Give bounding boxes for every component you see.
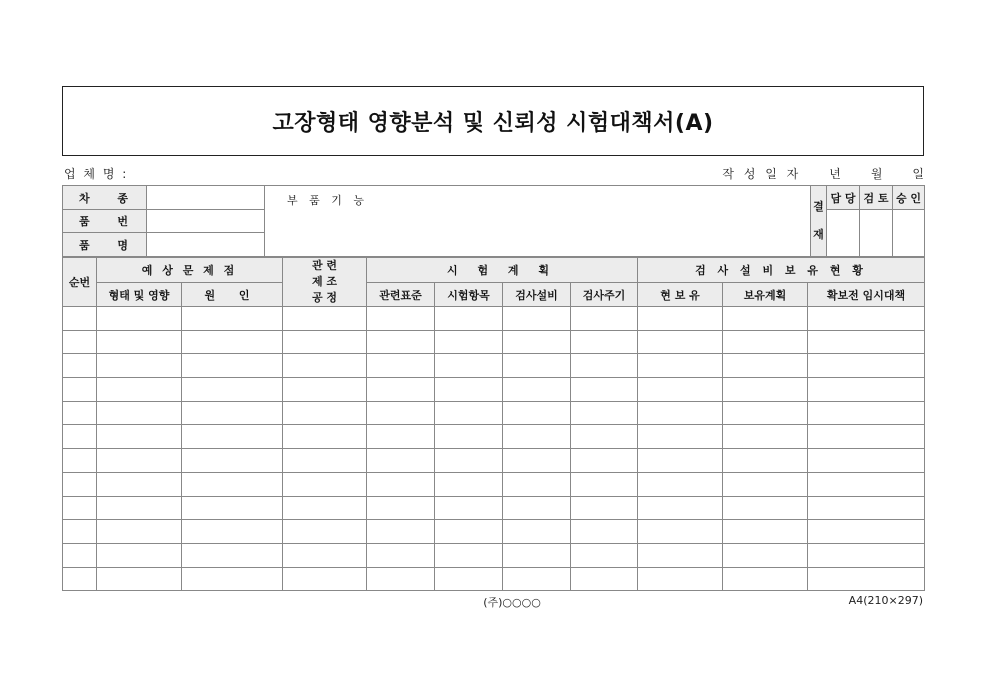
table-cell[interactable] bbox=[63, 425, 97, 449]
table-cell[interactable] bbox=[182, 354, 283, 378]
table-cell[interactable] bbox=[367, 449, 435, 473]
process-header-1: 관 련 bbox=[311, 259, 338, 272]
table-cell[interactable] bbox=[435, 520, 503, 544]
table-cell[interactable] bbox=[808, 307, 925, 331]
table-cell[interactable] bbox=[182, 496, 283, 520]
table-cell[interactable] bbox=[571, 425, 638, 449]
table-cell[interactable] bbox=[97, 472, 182, 496]
approval-label-1: 결 bbox=[813, 200, 824, 213]
table-cell[interactable] bbox=[638, 307, 723, 331]
table-cell[interactable] bbox=[97, 401, 182, 425]
table-cell[interactable] bbox=[367, 543, 435, 567]
table-cell[interactable] bbox=[367, 307, 435, 331]
title-box bbox=[62, 86, 924, 156]
footer-company: (주)○○○○ bbox=[483, 596, 541, 609]
table-cell[interactable] bbox=[808, 378, 925, 402]
table-cell[interactable] bbox=[182, 307, 283, 331]
table-cell[interactable] bbox=[638, 472, 723, 496]
table-cell[interactable] bbox=[283, 496, 367, 520]
table-cell[interactable] bbox=[638, 449, 723, 473]
table-cell[interactable] bbox=[571, 543, 638, 567]
table-cell[interactable] bbox=[723, 543, 808, 567]
table-cell[interactable] bbox=[367, 520, 435, 544]
table-cell[interactable] bbox=[182, 425, 283, 449]
sub-header-effect: 형태 및 영향 bbox=[97, 283, 182, 307]
seq-header: 순번 bbox=[63, 258, 97, 307]
table-cell[interactable] bbox=[367, 496, 435, 520]
sub-header-interim: 확보전 임시대책 bbox=[808, 283, 925, 307]
process-header-2: 제 조 bbox=[311, 275, 338, 288]
table-cell[interactable] bbox=[63, 567, 97, 591]
table-cell[interactable] bbox=[503, 307, 571, 331]
table-cell[interactable] bbox=[571, 307, 638, 331]
table-cell[interactable] bbox=[63, 496, 97, 520]
table-cell[interactable] bbox=[283, 472, 367, 496]
table-cell[interactable] bbox=[182, 401, 283, 425]
table-cell[interactable] bbox=[283, 520, 367, 544]
table-cell[interactable] bbox=[367, 354, 435, 378]
table-cell[interactable] bbox=[367, 567, 435, 591]
table-cell[interactable] bbox=[638, 354, 723, 378]
table-cell[interactable] bbox=[435, 472, 503, 496]
part-info-table bbox=[62, 185, 925, 257]
table-cell[interactable] bbox=[63, 472, 97, 496]
sign-approve[interactable] bbox=[893, 210, 925, 257]
table-cell[interactable] bbox=[808, 496, 925, 520]
table-cell[interactable] bbox=[182, 449, 283, 473]
table-cell[interactable] bbox=[571, 449, 638, 473]
approval-label bbox=[811, 186, 827, 257]
day-label: 일 bbox=[912, 167, 924, 181]
table-row bbox=[63, 401, 925, 425]
table-cell[interactable] bbox=[367, 330, 435, 354]
table-row bbox=[63, 307, 925, 331]
fmea-table bbox=[62, 257, 925, 591]
table-cell[interactable] bbox=[808, 449, 925, 473]
table-cell[interactable] bbox=[182, 543, 283, 567]
table-cell[interactable] bbox=[571, 354, 638, 378]
table-cell[interactable] bbox=[808, 472, 925, 496]
table-cell[interactable] bbox=[435, 449, 503, 473]
sign-staff[interactable] bbox=[827, 210, 860, 257]
table-cell[interactable] bbox=[283, 425, 367, 449]
table-cell[interactable] bbox=[638, 330, 723, 354]
table-cell[interactable] bbox=[97, 307, 182, 331]
table-cell[interactable] bbox=[435, 354, 503, 378]
table-cell[interactable] bbox=[97, 449, 182, 473]
table-cell[interactable] bbox=[723, 449, 808, 473]
table-cell[interactable] bbox=[97, 354, 182, 378]
table-row bbox=[63, 425, 925, 449]
table-cell[interactable] bbox=[435, 567, 503, 591]
table-cell[interactable] bbox=[571, 378, 638, 402]
table-cell[interactable] bbox=[571, 472, 638, 496]
table-cell[interactable] bbox=[808, 401, 925, 425]
sub-header-equipment: 검사설비 bbox=[503, 283, 571, 307]
company-label: 업 체 명 : bbox=[64, 167, 129, 181]
table-cell[interactable] bbox=[808, 330, 925, 354]
table-cell[interactable] bbox=[283, 307, 367, 331]
table-row bbox=[63, 543, 925, 567]
table-cell[interactable] bbox=[97, 520, 182, 544]
table-cell[interactable] bbox=[723, 520, 808, 544]
table-cell[interactable] bbox=[638, 543, 723, 567]
test-plan-header: 시 험 계 획 bbox=[367, 258, 638, 283]
table-cell[interactable] bbox=[435, 330, 503, 354]
sub-header-test-item: 시험항목 bbox=[435, 283, 503, 307]
table-row bbox=[63, 330, 925, 354]
process-header-3: 공 정 bbox=[311, 291, 338, 304]
table-cell[interactable] bbox=[723, 472, 808, 496]
table-cell[interactable] bbox=[723, 425, 808, 449]
table-cell[interactable] bbox=[283, 378, 367, 402]
table-cell[interactable] bbox=[435, 543, 503, 567]
table-cell[interactable] bbox=[638, 520, 723, 544]
equip-status-header: 검 사 설 비 보 유 현 황 bbox=[638, 258, 925, 283]
table-cell[interactable] bbox=[503, 354, 571, 378]
table-cell[interactable] bbox=[723, 496, 808, 520]
date-line bbox=[722, 165, 924, 182]
table-cell[interactable] bbox=[503, 330, 571, 354]
table-cell[interactable] bbox=[723, 307, 808, 331]
table-cell[interactable] bbox=[808, 520, 925, 544]
table-cell[interactable] bbox=[571, 567, 638, 591]
sub-header-current: 현 보 유 bbox=[638, 283, 723, 307]
table-cell[interactable] bbox=[503, 401, 571, 425]
table-cell[interactable] bbox=[435, 401, 503, 425]
table-cell[interactable] bbox=[723, 401, 808, 425]
process-header bbox=[283, 258, 367, 307]
table-cell[interactable] bbox=[638, 567, 723, 591]
table-cell[interactable] bbox=[571, 496, 638, 520]
table-cell[interactable] bbox=[367, 378, 435, 402]
table-cell[interactable] bbox=[63, 354, 97, 378]
sub-header-standard: 관련표준 bbox=[367, 283, 435, 307]
table-cell[interactable] bbox=[182, 330, 283, 354]
table-cell[interactable] bbox=[503, 496, 571, 520]
date-label: 작 성 일 자 bbox=[722, 167, 802, 181]
table-row bbox=[63, 472, 925, 496]
part-function-cell[interactable]: 부 품 기 능 bbox=[265, 186, 811, 257]
table-cell[interactable] bbox=[808, 567, 925, 591]
table-cell[interactable] bbox=[283, 354, 367, 378]
table-cell[interactable] bbox=[435, 496, 503, 520]
table-cell[interactable] bbox=[367, 401, 435, 425]
table-cell[interactable] bbox=[97, 425, 182, 449]
table-cell[interactable] bbox=[63, 401, 97, 425]
document-title: 고장형태 영향분석 및 신뢰성 시험대책서(A) bbox=[272, 110, 714, 136]
approval-label-2: 재 bbox=[813, 228, 824, 241]
table-cell[interactable] bbox=[723, 330, 808, 354]
table-cell[interactable] bbox=[63, 543, 97, 567]
car-type-label: 차 종 bbox=[63, 186, 147, 210]
table-cell[interactable] bbox=[182, 472, 283, 496]
table-cell[interactable] bbox=[367, 425, 435, 449]
table-cell[interactable] bbox=[638, 378, 723, 402]
approval-col-approve: 승 인 bbox=[893, 186, 925, 210]
table-cell[interactable] bbox=[435, 307, 503, 331]
table-row bbox=[63, 520, 925, 544]
year-label: 년 bbox=[829, 167, 841, 181]
table-cell[interactable] bbox=[63, 378, 97, 402]
approval-col-review: 검 토 bbox=[860, 186, 893, 210]
sub-header-cycle: 검사주기 bbox=[571, 283, 638, 307]
sub-header-plan: 보유계획 bbox=[723, 283, 808, 307]
table-cell[interactable] bbox=[283, 543, 367, 567]
table-cell[interactable] bbox=[571, 330, 638, 354]
table-cell[interactable] bbox=[808, 425, 925, 449]
table-cell[interactable] bbox=[808, 543, 925, 567]
part-no-label: 품 번 bbox=[63, 210, 147, 233]
table-cell[interactable] bbox=[503, 378, 571, 402]
table-cell[interactable] bbox=[503, 543, 571, 567]
table-cell[interactable] bbox=[63, 307, 97, 331]
table-cell[interactable] bbox=[283, 401, 367, 425]
table-cell[interactable] bbox=[435, 425, 503, 449]
table-row bbox=[63, 449, 925, 473]
table-cell[interactable] bbox=[97, 378, 182, 402]
car-type-cell[interactable] bbox=[147, 186, 265, 210]
table-cell[interactable] bbox=[503, 425, 571, 449]
expected-problem-header: 예 상 문 제 점 bbox=[97, 258, 283, 283]
table-cell[interactable] bbox=[97, 496, 182, 520]
table-cell[interactable] bbox=[283, 449, 367, 473]
table-cell[interactable] bbox=[367, 472, 435, 496]
table-cell[interactable] bbox=[503, 449, 571, 473]
part-no-cell[interactable] bbox=[147, 210, 265, 233]
table-row bbox=[63, 567, 925, 591]
month-label: 월 bbox=[870, 167, 883, 181]
table-cell[interactable] bbox=[571, 401, 638, 425]
table-row bbox=[63, 378, 925, 402]
table-cell[interactable] bbox=[283, 330, 367, 354]
table-cell[interactable] bbox=[808, 354, 925, 378]
table-cell[interactable] bbox=[63, 520, 97, 544]
table-cell[interactable] bbox=[182, 378, 283, 402]
part-name-label: 품 명 bbox=[63, 233, 147, 257]
table-cell[interactable] bbox=[63, 330, 97, 354]
table-row bbox=[63, 496, 925, 520]
table-cell[interactable] bbox=[503, 567, 571, 591]
table-cell[interactable] bbox=[571, 520, 638, 544]
table-cell[interactable] bbox=[723, 567, 808, 591]
table-cell[interactable] bbox=[182, 520, 283, 544]
table-cell[interactable] bbox=[503, 472, 571, 496]
part-name-cell[interactable] bbox=[147, 233, 265, 257]
approval-col-staff: 담 당 bbox=[827, 186, 860, 210]
table-cell[interactable] bbox=[97, 567, 182, 591]
table-cell[interactable] bbox=[435, 378, 503, 402]
sub-header-cause: 원 인 bbox=[182, 283, 283, 307]
table-cell[interactable] bbox=[182, 567, 283, 591]
table-cell[interactable] bbox=[638, 425, 723, 449]
table-cell[interactable] bbox=[283, 567, 367, 591]
table-cell[interactable] bbox=[97, 543, 182, 567]
table-cell[interactable] bbox=[723, 378, 808, 402]
footer-paper-size: A4(210×297) bbox=[848, 594, 923, 607]
table-cell[interactable] bbox=[63, 449, 97, 473]
table-row bbox=[63, 354, 925, 378]
table-body bbox=[63, 307, 925, 591]
table-cell[interactable] bbox=[723, 354, 808, 378]
table-cell[interactable] bbox=[638, 401, 723, 425]
table-cell[interactable] bbox=[97, 330, 182, 354]
sign-review[interactable] bbox=[860, 210, 893, 257]
table-cell[interactable] bbox=[638, 496, 723, 520]
table-cell[interactable] bbox=[503, 520, 571, 544]
